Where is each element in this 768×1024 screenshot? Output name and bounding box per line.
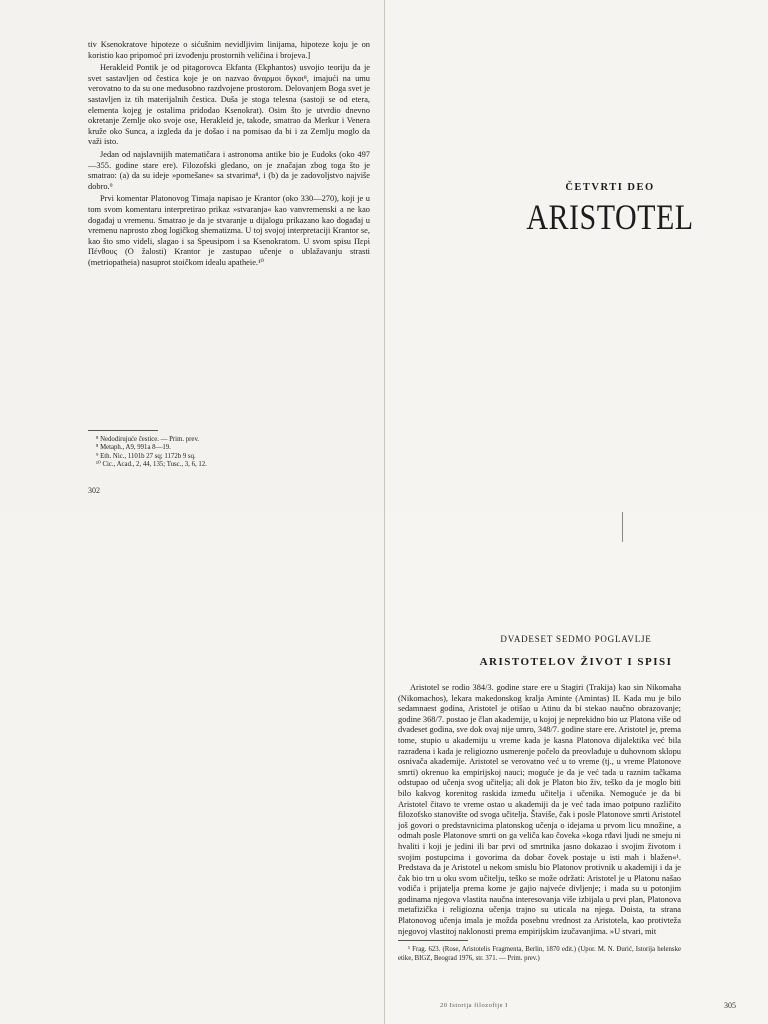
paragraph: tiv Ksenokratove hipoteze o sićušnim nevidljivim linijama, hipoteze koju je on koristio kao pripomoć pri izvođenju prostornih veličina i brojeva.] — [88, 40, 370, 60]
gutter-divider — [384, 0, 385, 512]
gutter-divider — [384, 512, 385, 1024]
footnote: ⁹ Eth. Nic., 1101b 27 sq; 1172b 9 sq. — [96, 452, 196, 460]
footnote: ¹⁰ Cic., Acad., 2, 44, 135; Tusc., 3, 6, 12. — [96, 461, 207, 469]
footnote: ⁸ Nedodirujuće čestice. — Prim. prev. — [96, 436, 200, 443]
chapter-body — [398, 683, 681, 937]
footnote: ⁸ Metaph., A9, 991a 8—19. — [96, 444, 171, 452]
paragraph: Prvi komentar Platonovog Timaja napisao je Krantor (oko 330—270), koji je u tom svom komentaru interpretirao prikaz »stvaranja« kao vanvremenski a ne kao događaj u vremenu. Smatrao je da je stvaranje u dijalogu prikazano kao događaj u vremenu naprosto zbog logičkog shematizma. U toj svojoj interpretaciji Krantor se, kao što smo videli, slagao i sa Speusipom i sa Ksenokratom. U svom spisu Περὶ Πένθους (O žalosti) Krantor je zastupao učenje o ublažavanju strasti (metriopatheia) nasuprot stoičkom idealu apatheie.¹⁰ — [88, 194, 370, 267]
paragraph: Jedan od najslavnijih matematičara i astronoma antike bio je Eudoks (oko 497—355. godine stare ere). Filozofski gledano, on je značajan zbog toga što je smatrao: (a) da su ideje »pomešane« sa stvarima⁸, i (b) da je zadovoljstvo najviše dobro.⁹ — [88, 149, 370, 191]
chapter-label: DVADESET SEDMO POGLAVLJE — [500, 634, 652, 644]
blank-page — [0, 512, 384, 1024]
right-footnotes — [398, 946, 681, 963]
running-footer: 20 Istorija filozofije I — [440, 1002, 508, 1009]
paragraph: Herakleid Pontik je od pitagorovca Ekfanta (Ekphantos) usvojio teoriju da je svet sastavljen od čestica koje je on nazvao ἄναρμοι ὄγκοι⁸, imajući na umu verovatno to da su one međusobno razdvojene prostorom. Delovanjem Boga svet je sastavljen iz tih materijalnih čestica. Duša je stoga telesna (sastoji se od etera, elementa kojeg je ostalima pridodao Ksenokrat). Osim što je utvrdio dnevno okretanje Zemlje oko svoje ose, Herakleid je, takođe, smatrao da Merkur i Venera kruže oko Sunca, a izgleda da je došao i na pomisao da bi i za Zemlju moglo da važi isto. — [88, 63, 370, 147]
page-number-left: 302 — [88, 486, 100, 495]
page-number-right: 305 — [724, 1001, 736, 1010]
paragraph: Aristotel se rodio 384/3. godine stare ere u Stagiri (Trakija) kao sin Nikomaha (Nikomachos), lekara makedonskog kralja Aminte (Amintas) II. Kada mu je bilo sedamnaest godina, Aristotel je otišao u Atinu da bi stekao naučno obrazovanje; godine 368/7. postao je član akademije, u kojoj je neprekidno bio uz Platona više od dvadeset godina, sve dok ovaj nije umro, 348/7. godine stare ere. Aristotel je, prema tome, stupio u akademiju u vreme kada je kasna Platonova dijalektika već bila razrađena i kada je religiozno usmerenje počelo da preovlađuje u duhovnom sklopu osnivača akademije. Aristotel se verovatno već u to vreme (tj., u vreme Platonove smrti) okrenuo ka empirijskoj nauci; moguće je da je već tada u raznim tačkama odstupao od učenja svog učitelja; ali dok je Platon bio živ, teško da je moglo biti bilo kakvog korenitog raskida između učitelja i učenika. Nemoguće je da bi Aristotel čitavo te vreme ostao u akademiji da je već tada imao potpuno različito filozofsko stanovište od svoga učitelja. Štaviše, čak i posle Platonove smrti Aristotel još govori o predstavnicima platonskog učenja o idejama u prvom licu množine, a odmah posle Platonove smrti on ga veliča kao čoveka »koga rđavi ljudi ne smeju ni hvaliti i koji je jedini ili bar prvi od smrtnika jasno dokazao i svojim životom i svojim postupcima i govorima da dobar čovek postaje u isti mah i blažen«¹. Predstava da je Aristotel u nekom smislu bio Platonov protivnik u akademiji i da je čak bio trn u oku svom učitelju, teško se može održati: Aristotel je u Platonu našao vodiča i prijatelja prema kome je gajio najveće divljenje; i mada su u potonjim godinama njegova vlastita naučna interesovanja više izbijala u prvi plan, Platonova metafizička i religiozna učenja trajno su uticala na njega. Doista, ta strana Platonovog učenja imala je možda posebnu vrednost za Aristotela, kao protivteža njegovoj vlastitoj naklonosti prema empirijskim izučavanjima. »U stvari, mit — [398, 683, 681, 936]
chapter-title: ARISTOTELOV ŽIVOT I SPISI — [479, 656, 673, 668]
left-footnotes — [96, 436, 336, 470]
part-label: ČETVRTI DEO — [565, 182, 655, 193]
footnote-rule — [88, 430, 158, 431]
left-page-body — [88, 40, 370, 268]
crop-mark — [622, 512, 623, 542]
part-title-page — [384, 0, 768, 512]
footnote: ¹ Frag. 623. (Rose, Aristotelis Fragmenta, Berlin, 1870 edit.) (Upor. M. N. Đurić, Istorija helenske etike, BIGZ, Beograd 1976, str. 371. — Prim. prev.) — [398, 946, 681, 962]
part-title: ARISTOTEL — [526, 198, 694, 238]
footnote-rule — [398, 940, 468, 941]
